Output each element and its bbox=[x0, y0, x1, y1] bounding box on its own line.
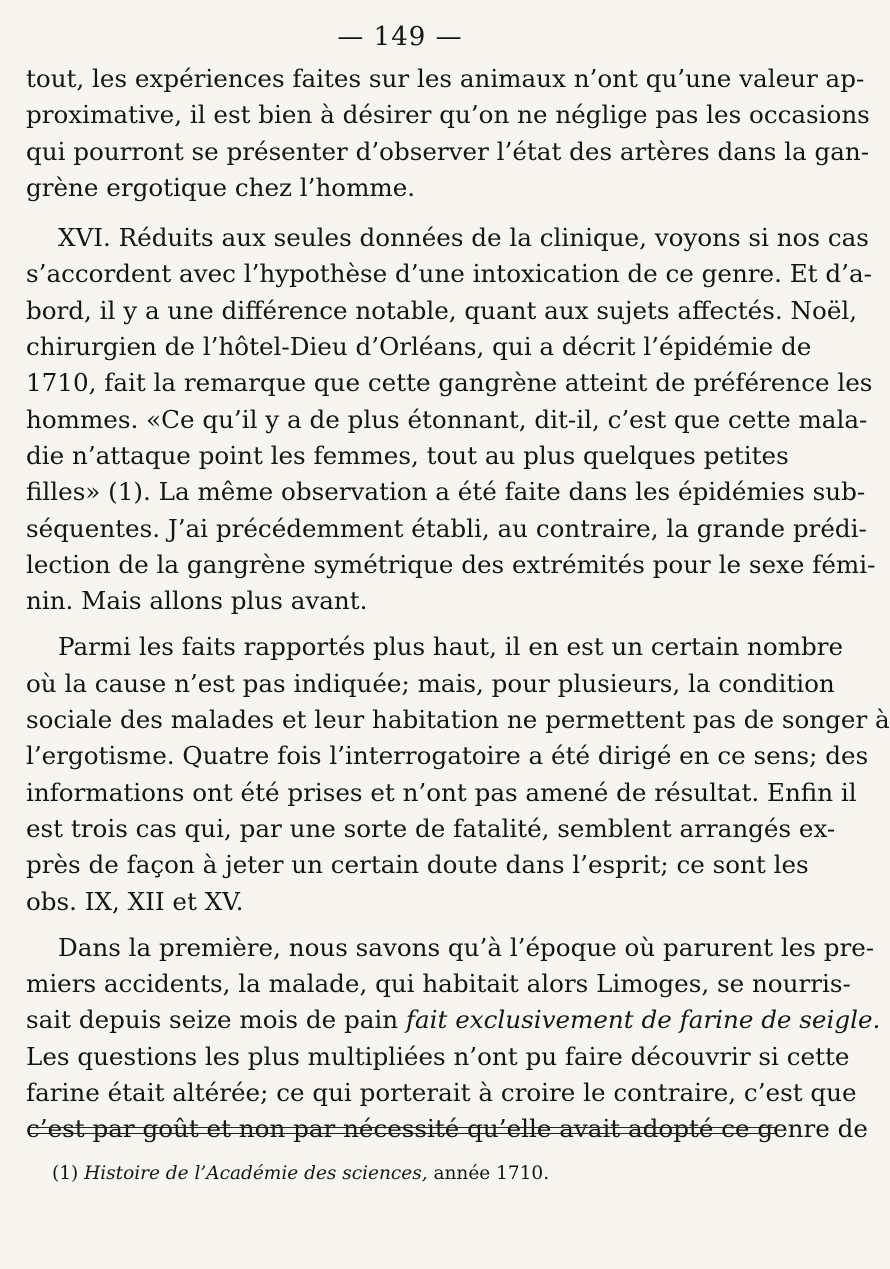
paragraph-3 bbox=[26, 629, 890, 919]
text-line: c’est par goût et non par nécessité qu’elle avait adopté ce genre de bbox=[26, 1114, 868, 1144]
text-segment: sait depuis seize mois de pain bbox=[26, 1005, 406, 1035]
text-line: miers accidents, la malade, qui habitait alors Limoges, se nourris- bbox=[26, 969, 851, 999]
page-number: — 149 — bbox=[337, 22, 463, 52]
text-line: tout, les expériences faites sur les animaux n’ont qu’une valeur ap- bbox=[26, 64, 865, 93]
text-line: séquentes. J’ai précédemment établi, au contraire, la grande prédi- bbox=[26, 513, 867, 543]
text-line: nin. Mais allons plus avant. bbox=[26, 586, 368, 616]
text-line: XVI. Réduits aux seules données de la clinique, voyons si nos cas bbox=[58, 223, 869, 253]
text-line: est trois cas qui, par une sorte de fatalité, semblent arrangés ex- bbox=[26, 813, 836, 843]
paragraph-1 bbox=[26, 61, 870, 206]
text-line: proximative, il est bien à désirer qu’on ne néglige pas les occasions bbox=[26, 100, 870, 130]
emphasized-text: fait exclusivement de farine de seigle. bbox=[405, 1005, 881, 1035]
text-line: s’accordent avec l’hypothèse d’une intoxication de ce genre. Et d’a- bbox=[26, 259, 872, 289]
text-line-with-emphasis bbox=[26, 1002, 881, 1038]
text-line: l’ergotisme. Quatre fois l’interrogatoire a été dirigé en ce sens; des bbox=[26, 741, 869, 771]
text-line: chirurgien de l’hôtel-Dieu d’Orléans, qui a décrit l’épidémie de bbox=[26, 332, 812, 362]
text-line: 1710, fait la remarque que cette gangrène atteint de préférence les bbox=[26, 368, 873, 398]
footnote-separator-rule bbox=[30, 1127, 775, 1128]
text-line: lection de la gangrène symétrique des extrémités pour le sexe fémi- bbox=[26, 549, 876, 579]
body-text bbox=[26, 61, 890, 1148]
text-line: farine était altérée; ce qui porterait à croire le contraire, c’est que bbox=[26, 1078, 857, 1108]
footnote-separator-rule bbox=[30, 1133, 775, 1134]
text-line: hommes. «Ce qu’il y a de plus étonnant, dit-il, c’est que cette mala- bbox=[26, 404, 868, 434]
paragraph-4 bbox=[26, 930, 881, 1148]
text-line: sociale des malades et leur habitation ne permettent pas de songer à bbox=[26, 705, 890, 735]
text-line: grène ergotique chez l’homme. bbox=[26, 172, 416, 202]
footnote-title: Histoire de l’Académie des sciences, bbox=[84, 1163, 428, 1184]
text-line: Les questions les plus multipliées n’ont pu faire découvrir si cette bbox=[26, 1041, 850, 1071]
text-line: filles» (1). La même observation a été faite dans les épidémies sub- bbox=[26, 477, 866, 507]
text-line: près de façon à jeter un certain doute dans l’esprit; ce sont les bbox=[26, 850, 809, 880]
text-line: où la cause n’est pas indiquée; mais, pour plusieurs, la condition bbox=[26, 668, 835, 698]
text-line: Dans la première, nous savons qu’à l’époque où parurent les pre- bbox=[58, 932, 875, 962]
text-line: obs. IX, XII et XV. bbox=[26, 886, 244, 916]
text-line: die n’attaque point les femmes, tout au plus quelques petites bbox=[26, 440, 789, 470]
footnote-marker: (1) bbox=[52, 1163, 85, 1184]
footnote-text: année 1710. bbox=[427, 1163, 550, 1184]
text-line: informations ont été prises et n’ont pas amené de résultat. Enfin il bbox=[26, 777, 857, 807]
text-line: bord, il y a une différence notable, quant aux sujets affectés. Noël, bbox=[26, 295, 858, 325]
text-line: Parmi les faits rapportés plus haut, il en est un certain nombre bbox=[58, 632, 844, 662]
footnote bbox=[52, 1163, 549, 1184]
paragraph-2 bbox=[26, 220, 876, 619]
text-line: qui pourront se présenter d’observer l’état des artères dans la gan- bbox=[26, 136, 870, 166]
